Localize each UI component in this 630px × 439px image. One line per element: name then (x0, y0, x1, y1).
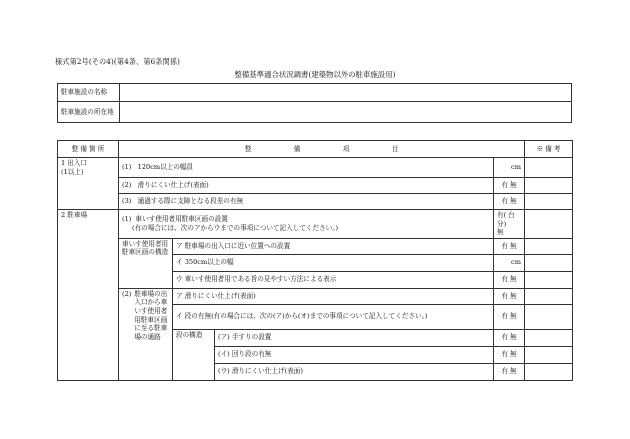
wi-unit-field[interactable]: cm (494, 254, 525, 271)
e3-no: (3) (122, 197, 132, 206)
e1-cell (119, 158, 494, 178)
header-item-char: 整 (244, 144, 252, 153)
e2-no: (2) (122, 181, 132, 190)
header-place: 整 備 箇 所 (58, 141, 119, 158)
header-item-char: 備 (293, 144, 301, 153)
p1-no: (1) (122, 215, 132, 224)
remarks-field[interactable] (525, 158, 573, 178)
table-row (58, 210, 573, 239)
table-row (58, 178, 573, 194)
e2-cell (119, 178, 494, 194)
remarks-field[interactable] (525, 346, 573, 363)
parking-label: 2 駐車場 (58, 210, 119, 381)
wheelchair-structure: 車いす使用者用駐車区画の構造 (119, 238, 173, 288)
p1-note: (有の場合には、次のアからウまでの事項について記入してください。) (132, 223, 339, 232)
facility-name-label: 駐車施設の名称 (58, 84, 120, 102)
header-items (119, 141, 525, 158)
e2-yesno[interactable]: 有 無 (494, 178, 525, 194)
facility-table (57, 83, 572, 123)
wa-text: ア 駐車場の出入口に近い位置への設置 (173, 238, 494, 254)
header-item-char: 項 (342, 144, 350, 153)
e3-text: 通過する際に支障となる段差の有無 (137, 197, 244, 206)
wu-yesno[interactable]: 有 無 (494, 271, 525, 288)
s2-text: (イ) 回り段の有無 (215, 346, 494, 363)
table-row (58, 194, 573, 210)
p1-yesno[interactable] (494, 210, 525, 239)
remarks-field[interactable] (525, 210, 573, 239)
remarks-field[interactable] (525, 238, 573, 254)
remarks-field[interactable] (525, 254, 573, 271)
s2-yesno[interactable]: 有 無 (494, 346, 525, 363)
remarks-field[interactable] (525, 363, 573, 380)
form-number: 様式第2号(その4)(第4条、第6条関係) (55, 57, 181, 66)
p1-count: 台分) (497, 211, 515, 228)
ra-text: ア 滑りにくい仕上げ(表面) (173, 288, 494, 304)
e3-yesno[interactable]: 有 無 (494, 194, 525, 210)
header-row (58, 141, 573, 158)
entrance-sub: (1以上) (61, 167, 84, 176)
p1-yes: 有( (497, 211, 507, 219)
remarks-field[interactable] (525, 178, 573, 194)
p2-cell (119, 288, 173, 380)
p1-text: 車いす使用者用駐車区画の設置 (135, 215, 228, 224)
remarks-field[interactable] (525, 288, 573, 304)
wa-yesno[interactable]: 有 無 (494, 238, 525, 254)
s1-yesno[interactable]: 有 無 (494, 329, 525, 346)
header-remarks: ※ 備 考 (525, 141, 573, 158)
p1-cell (119, 210, 494, 239)
e1-no: (1) (122, 163, 132, 172)
wu-text: ウ 車いす使用者用である旨の見やすい方法による表示 (173, 271, 494, 288)
header-item-char: 目 (391, 144, 399, 153)
s3-text: (ウ) 滑りにくい仕上げ(表面) (215, 363, 494, 380)
ri-text: イ 段の有無(有の場合には、次の(ア)から(オ)までの事項について記入してください。) (173, 304, 494, 329)
facility-location-field[interactable] (120, 102, 572, 123)
entrance-cell (58, 158, 119, 210)
table-row (58, 238, 573, 254)
step-structure: 段の構造 (173, 329, 215, 380)
wi-text: イ 350cm以上の幅 (173, 254, 494, 271)
ra-yesno[interactable]: 有 無 (494, 288, 525, 304)
e3-cell (119, 194, 494, 210)
remarks-field[interactable] (525, 304, 573, 329)
ri-yesno[interactable]: 有 無 (494, 304, 525, 329)
p2-text: 駐車場の出入口から車いす使用者用駐車区画に至る駐車場の通路 (134, 289, 168, 341)
remarks-field[interactable] (525, 194, 573, 210)
e2-text: 滑りにくい仕上げ(表面) (137, 181, 209, 190)
s1-text: (ア) 手すりの設置 (215, 329, 494, 346)
remarks-field[interactable] (525, 271, 573, 288)
table-row (58, 288, 573, 304)
survey-table (57, 140, 573, 381)
p1-no-option: 無 (497, 228, 504, 237)
form-title: 整備基準適合状況調書(建築物以外の駐車施設用) (234, 70, 396, 79)
remarks-field[interactable] (525, 329, 573, 346)
p2-no: (2) (122, 289, 132, 298)
table-row (58, 158, 573, 178)
facility-location-label: 駐車施設の所在地 (58, 102, 120, 123)
s3-yesno[interactable]: 有 無 (494, 363, 525, 380)
facility-name-field[interactable] (120, 84, 572, 102)
e1-unit-field[interactable]: cm (494, 158, 525, 178)
entrance-label: 1 出入口 (61, 159, 88, 167)
e1-text: 120cm以上の幅員 (137, 163, 194, 172)
